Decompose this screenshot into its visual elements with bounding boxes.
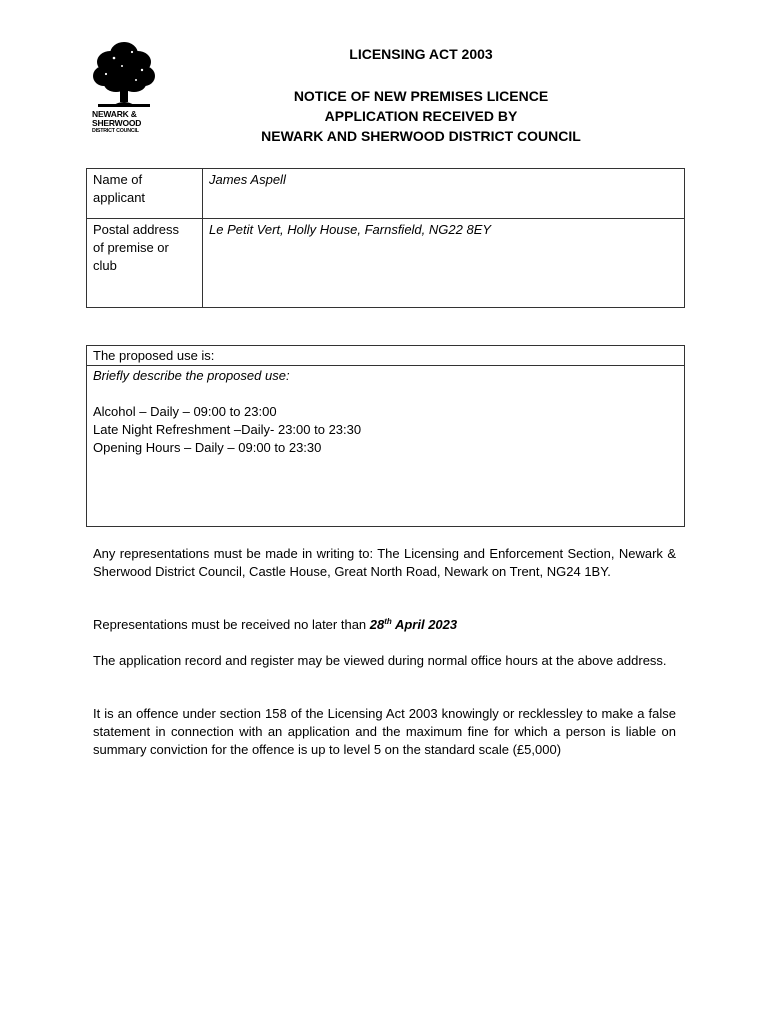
council-logo [92,40,156,144]
deadline-day: 28 [369,617,385,632]
table-row [87,219,685,308]
offence-paragraph: It is an offence under section 158 of the Licensing Act 2003 knowingly or recklessley to make a false statement in connection with an application and the maximum fine for which a person is liable on summary conviction for the offence is up to level 5 on the standard scale (£5,000) [93,706,676,757]
logo-text-line-1: NEWARK & [92,109,137,119]
deadline-prefix: Representations must be received no later than [93,617,367,632]
proposed-use-title: The proposed use is: [87,346,684,366]
logo-text-line-3: DISTRICT COUNCIL [92,128,139,134]
notice-title [200,86,642,146]
heading-line-2: NOTICE OF NEW PREMISES LICENCE [293,88,549,104]
proposed-use-body [87,366,684,458]
act-title [200,44,642,64]
address-label-line-1: Postal address [93,222,179,237]
viewing-paragraph: The application record and register may be viewed during normal office hours at the above address. [93,653,667,668]
logo-text-line-2: SHERWOOD [92,118,142,128]
proposed-use-prompt: Briefly describe the proposed use: [93,368,290,383]
deadline-suffix: th [384,617,392,626]
address-label-line-2: of premise or [93,240,169,255]
proposed-use-box [86,345,685,527]
applicant-table [86,168,685,308]
representations-paragraph: Any representations must be made in writing to: The Licensing and Enforcement Section, Newark & Sherwood District Council, Castle House, Great North Road, Newark on Trent, NG24 1BY. [93,546,676,579]
heading-line-1: LICENSING ACT 2003 [349,46,493,62]
name-label-line-1: Name of [93,172,143,187]
deadline-month-year: April 2023 [394,617,458,632]
list-item: Alcohol – Daily – 09:00 to 23:00 [93,404,277,419]
deadline-date [370,617,457,632]
name-label [87,169,203,219]
table-row [87,169,685,219]
address-value: Le Petit Vert, Holly House, Farnsfield, NG22 8EY [203,219,685,308]
address-label-line-3: club [93,258,117,273]
heading-line-4: NEWARK AND SHERWOOD DISTRICT COUNCIL [261,128,581,144]
name-value: James Aspell [203,169,685,219]
tree-icon [92,40,156,108]
heading-line-3: APPLICATION RECEIVED BY [324,108,518,124]
address-label [87,219,203,308]
deadline-paragraph [93,616,676,634]
list-item: Late Night Refreshment –Daily- 23:00 to 23:30 [93,422,362,437]
list-item: Opening Hours – Daily – 09:00 to 23:30 [93,440,322,455]
name-label-line-2: applicant [93,190,146,205]
